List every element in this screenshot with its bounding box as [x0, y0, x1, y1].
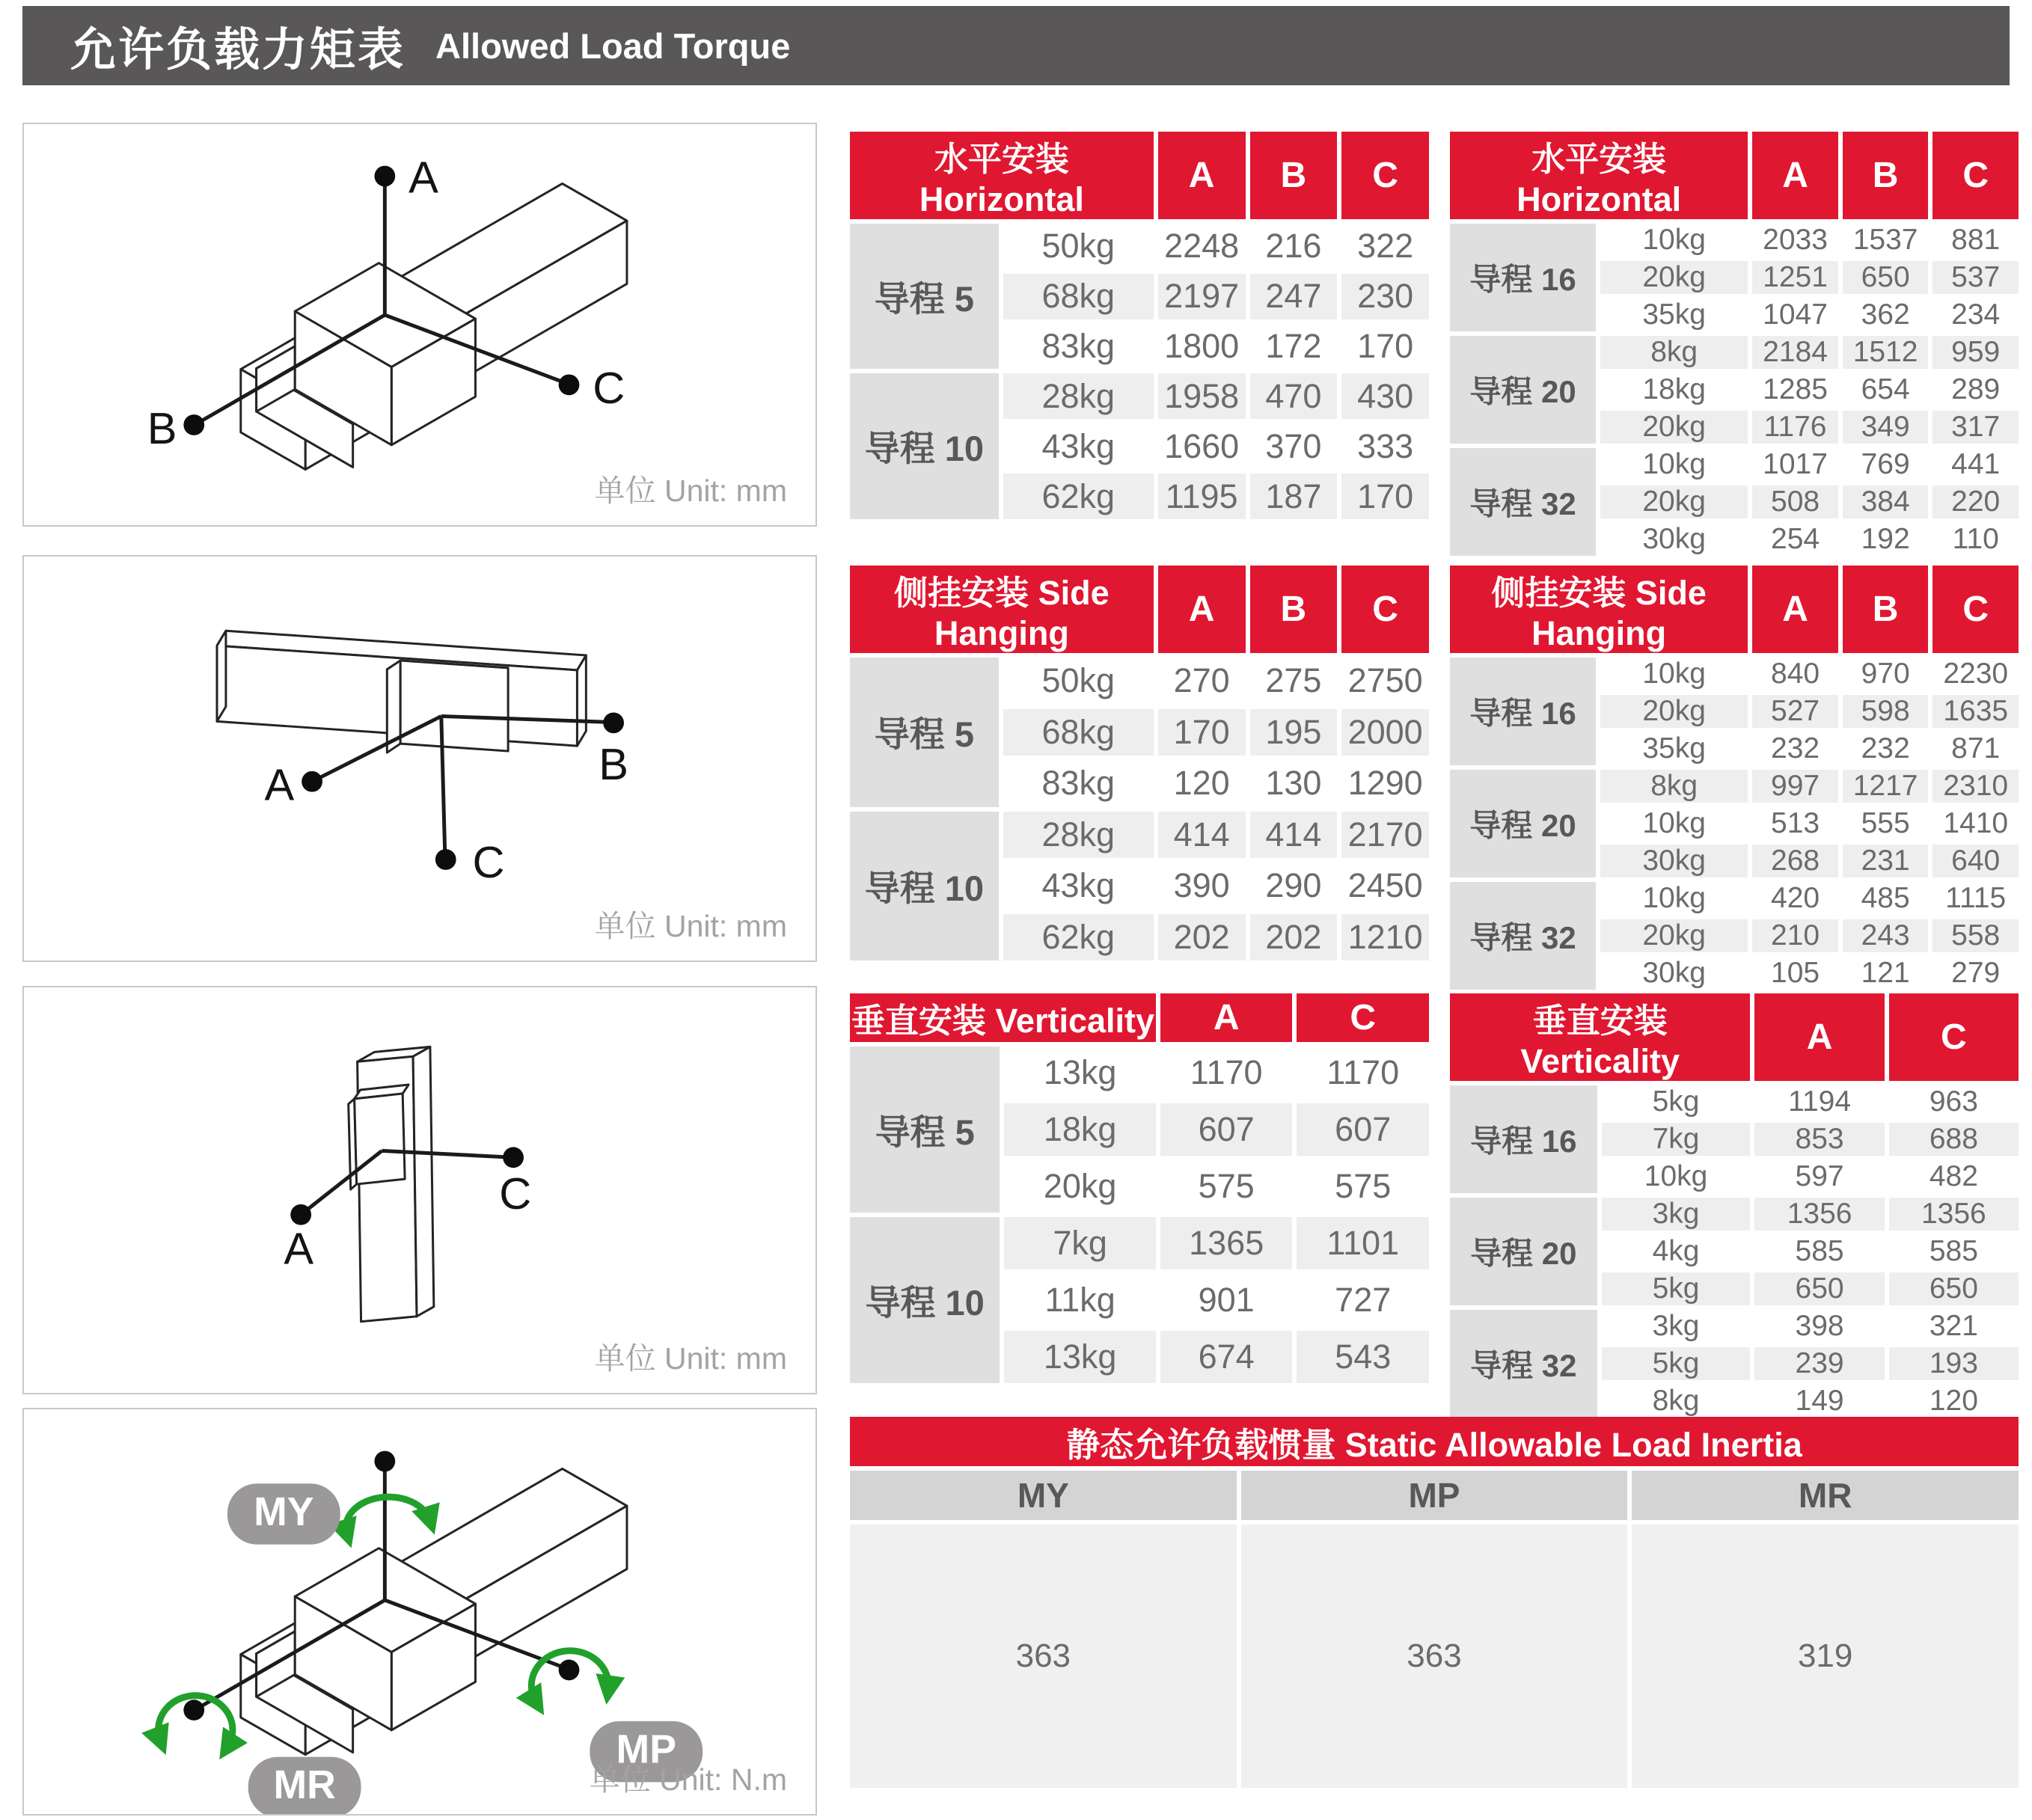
- column-header-b: B: [1250, 566, 1338, 653]
- value-cell: 1115: [1932, 882, 2019, 915]
- value-cell: 1047: [1752, 298, 1838, 331]
- load-cell: 8kg: [1600, 336, 1748, 369]
- load-cell: 13kg: [1004, 1047, 1156, 1099]
- my-rotation-arrow: [346, 1497, 430, 1534]
- value-cell: 390: [1158, 862, 1246, 910]
- table-horizontal-lead16-32: [1445, 127, 2023, 555]
- value-cell: 202: [1250, 914, 1338, 961]
- lead-cell: 导程 32: [1450, 1310, 1597, 1418]
- column-header-a: A: [1158, 566, 1246, 653]
- value-cell: 370: [1250, 423, 1338, 469]
- table-vertical-lead5-10: [845, 989, 1433, 1388]
- torque-table: [845, 127, 1433, 524]
- lead-cell: 导程 16: [1450, 658, 1596, 765]
- table-row: [1450, 336, 2019, 369]
- load-cell: 3kg: [1602, 1310, 1751, 1343]
- value-cell: 1410: [1932, 807, 2019, 840]
- table-vertical-lead16-32: [1445, 989, 2023, 1417]
- load-cell: 10kg: [1600, 807, 1748, 840]
- value-cell: 585: [1754, 1235, 1884, 1268]
- load-cell: 10kg: [1600, 224, 1748, 257]
- value-cell: 674: [1160, 1331, 1293, 1383]
- load-cell: 10kg: [1602, 1160, 1751, 1193]
- value-cell: 2230: [1932, 658, 2019, 690]
- column-header-c: C: [1341, 566, 1429, 653]
- column-header-my: MY: [850, 1471, 1237, 1520]
- load-cell: 10kg: [1600, 658, 1748, 690]
- value-cell: 482: [1889, 1160, 2019, 1193]
- table-row: [850, 812, 1429, 859]
- load-cell: 50kg: [1003, 224, 1154, 269]
- value-cell: 317: [1932, 411, 2019, 444]
- value-cell: 1512: [1843, 336, 1929, 369]
- value-cell: 558: [1932, 919, 2019, 952]
- lead-cell: 导程 32: [1450, 882, 1596, 990]
- column-header-b: B: [1843, 566, 1929, 653]
- value-cell: 275: [1250, 658, 1338, 705]
- column-header-c: C: [1341, 132, 1429, 219]
- value-cell: 650: [1754, 1272, 1884, 1305]
- load-cell: 18kg: [1600, 373, 1748, 406]
- lead-cell: 导程 20: [1450, 770, 1596, 877]
- value-cell: 769: [1843, 448, 1929, 481]
- value-cell: 607: [1297, 1103, 1429, 1156]
- lead-cell: 导程 20: [1450, 1198, 1597, 1305]
- load-cell: 20kg: [1004, 1160, 1156, 1213]
- lead-cell: 导程 5: [850, 1047, 1000, 1213]
- load-cell: 43kg: [1003, 862, 1154, 910]
- value-cell: 333: [1341, 423, 1429, 469]
- value-cell: 963: [1889, 1085, 2019, 1118]
- lead-cell: 导程 10: [850, 373, 999, 519]
- diagram-vertical-mounting: [22, 986, 817, 1394]
- axis-b-label: B: [147, 402, 177, 453]
- unit-label: 单位 Unit: N.m: [589, 1762, 787, 1797]
- value-cell: 598: [1843, 695, 1929, 728]
- inertia-table: [845, 1412, 2023, 1792]
- inertia-value-cell: 319: [1632, 1525, 2019, 1788]
- diagram-moment-directions: [22, 1408, 817, 1816]
- value-cell: 232: [1843, 732, 1929, 765]
- value-cell: 959: [1932, 336, 2019, 369]
- column-header-a: A: [1752, 566, 1838, 653]
- value-cell: 607: [1160, 1103, 1293, 1156]
- load-cell: 43kg: [1003, 423, 1154, 469]
- value-cell: 232: [1752, 732, 1838, 765]
- torque-table: [1445, 989, 2023, 1422]
- value-cell: 485: [1843, 882, 1929, 915]
- value-cell: 193: [1889, 1347, 2019, 1380]
- value-cell: 149: [1754, 1385, 1884, 1418]
- my-pill-label: MY: [254, 1489, 314, 1534]
- axis-c-dot: [503, 1147, 524, 1168]
- value-cell: 120: [1158, 760, 1246, 807]
- table-sidehang-lead5-10: [845, 561, 1433, 965]
- value-cell: 170: [1341, 324, 1429, 370]
- value-cell: 247: [1250, 274, 1338, 319]
- value-cell: 688: [1889, 1123, 2019, 1156]
- value-cell: 1217: [1843, 770, 1929, 803]
- table-row: [850, 1525, 2019, 1788]
- value-cell: 640: [1932, 845, 2019, 877]
- value-cell: 202: [1158, 914, 1246, 961]
- load-cell: 8kg: [1600, 770, 1748, 803]
- axis-c-label: C: [499, 1168, 532, 1219]
- value-cell: 1195: [1158, 474, 1246, 519]
- column-header-a: A: [1158, 132, 1246, 219]
- axis-a-dot: [302, 771, 322, 792]
- lead-cell: 导程 16: [1450, 1085, 1597, 1193]
- value-cell: 727: [1297, 1274, 1429, 1326]
- value-cell: 1635: [1932, 695, 2019, 728]
- value-cell: 230: [1341, 274, 1429, 319]
- mp-pill-label: MP: [616, 1726, 676, 1772]
- torque-table: [1445, 127, 2023, 560]
- axis-c-label: C: [472, 836, 505, 887]
- load-cell: 7kg: [1004, 1217, 1156, 1269]
- axis-b-label: B: [599, 738, 628, 789]
- column-header-c: C: [1889, 993, 2019, 1081]
- table-row: [1450, 882, 2019, 915]
- value-cell: 513: [1752, 807, 1838, 840]
- lead-cell: 导程 20: [1450, 336, 1596, 444]
- load-cell: 20kg: [1600, 695, 1748, 728]
- column-header-c: C: [1297, 993, 1429, 1042]
- value-cell: 130: [1250, 760, 1338, 807]
- table-row: [1450, 1085, 2019, 1118]
- value-cell: 1170: [1297, 1047, 1429, 1099]
- table-row: [1450, 448, 2019, 481]
- value-cell: 172: [1250, 324, 1338, 370]
- value-cell: 110: [1932, 523, 2019, 556]
- value-cell: 853: [1754, 1123, 1884, 1156]
- load-cell: 10kg: [1600, 882, 1748, 915]
- value-cell: 871: [1932, 732, 2019, 765]
- load-cell: 10kg: [1600, 448, 1748, 481]
- value-cell: 2033: [1752, 224, 1838, 257]
- table-title: 静态允许负载惯量 Static Allowable Load Inertia: [850, 1417, 2019, 1466]
- moment-directions-drawing: [24, 1409, 815, 1814]
- load-cell: 5kg: [1602, 1347, 1751, 1380]
- torque-table: [845, 989, 1433, 1388]
- value-cell: 597: [1754, 1160, 1884, 1193]
- load-cell: 83kg: [1003, 760, 1154, 807]
- unit-label: 单位 Unit: mm: [594, 474, 787, 508]
- value-cell: 901: [1160, 1274, 1293, 1326]
- table-row: [850, 1047, 1429, 1099]
- column-header-a: A: [1160, 993, 1293, 1042]
- value-cell: 575: [1160, 1160, 1293, 1213]
- value-cell: 216: [1250, 224, 1338, 269]
- load-cell: 20kg: [1600, 485, 1748, 518]
- value-cell: 239: [1754, 1347, 1884, 1380]
- value-cell: 1290: [1341, 760, 1429, 807]
- value-cell: 1356: [1889, 1198, 2019, 1231]
- column-header-b: B: [1250, 132, 1338, 219]
- value-cell: 170: [1341, 474, 1429, 519]
- load-cell: 20kg: [1600, 411, 1748, 444]
- table-static-load-inertia: [845, 1412, 2023, 1792]
- load-cell: 7kg: [1602, 1123, 1751, 1156]
- value-cell: 105: [1752, 957, 1838, 990]
- value-cell: 527: [1752, 695, 1838, 728]
- axis-c-dot: [559, 375, 580, 396]
- value-cell: 2310: [1932, 770, 2019, 803]
- inertia-value-cell: 363: [850, 1525, 1237, 1788]
- lead-cell: 导程 5: [850, 658, 999, 807]
- value-cell: 1537: [1843, 224, 1929, 257]
- torque-table: [1445, 561, 2023, 994]
- vertical-mounting-drawing: [24, 987, 815, 1393]
- load-cell: 20kg: [1600, 261, 1748, 294]
- table-row: [1450, 770, 2019, 803]
- value-cell: 170: [1158, 709, 1246, 756]
- value-cell: 322: [1341, 224, 1429, 269]
- value-cell: 2450: [1341, 862, 1429, 910]
- value-cell: 1356: [1754, 1198, 1884, 1231]
- value-cell: 121: [1843, 957, 1929, 990]
- value-cell: 321: [1889, 1310, 2019, 1343]
- page-title-english: Allowed Load Torque: [435, 25, 791, 66]
- load-cell: 11kg: [1004, 1274, 1156, 1326]
- lead-cell: 导程 10: [850, 812, 999, 961]
- table-row: [850, 1217, 1429, 1269]
- value-cell: 414: [1250, 812, 1338, 859]
- load-cell: 20kg: [1600, 919, 1748, 952]
- unit-label: 单位 Unit: mm: [594, 1341, 787, 1376]
- table-title: 水平安装 Horizontal: [1450, 132, 1748, 219]
- load-cell: 62kg: [1003, 474, 1154, 519]
- diagram-horizontal-mounting: [22, 123, 817, 527]
- value-cell: 881: [1932, 224, 2019, 257]
- value-cell: 231: [1843, 845, 1929, 877]
- value-cell: 234: [1932, 298, 2019, 331]
- value-cell: 268: [1752, 845, 1838, 877]
- axis-a-dot: [290, 1204, 311, 1225]
- horizontal-mounting-drawing: [24, 124, 815, 525]
- load-cell: 30kg: [1600, 845, 1748, 877]
- axis-c-dot: [435, 849, 456, 870]
- value-cell: 1285: [1752, 373, 1838, 406]
- table-row: [1450, 224, 2019, 257]
- lead-cell: 导程 5: [850, 224, 999, 369]
- table-row: [1450, 658, 2019, 690]
- unit-label: 单位 Unit: mm: [594, 909, 787, 943]
- load-cell: 50kg: [1003, 658, 1154, 705]
- table-row: [1450, 1198, 2019, 1231]
- table-title: 水平安装 Horizontal: [850, 132, 1154, 219]
- load-cell: 28kg: [1003, 812, 1154, 859]
- value-cell: 430: [1341, 373, 1429, 419]
- value-cell: 384: [1843, 485, 1929, 518]
- inertia-value-cell: 363: [1241, 1525, 1628, 1788]
- value-cell: 289: [1932, 373, 2019, 406]
- diagram-side-hanging: [22, 555, 817, 962]
- axis-b-dot: [603, 712, 624, 733]
- value-cell: 279: [1932, 957, 2019, 990]
- value-cell: 1017: [1752, 448, 1838, 481]
- value-cell: 1176: [1752, 411, 1838, 444]
- value-cell: 220: [1932, 485, 2019, 518]
- value-cell: 840: [1752, 658, 1838, 690]
- table-row: [850, 373, 1429, 419]
- value-cell: 349: [1843, 411, 1929, 444]
- column-header-c: C: [1932, 132, 2019, 219]
- value-cell: 1800: [1158, 324, 1246, 370]
- value-cell: 210: [1752, 919, 1838, 952]
- value-cell: 970: [1843, 658, 1929, 690]
- axis-b-dot: [183, 414, 204, 435]
- lead-cell: 导程 10: [850, 1217, 1000, 1383]
- load-cell: 5kg: [1602, 1272, 1751, 1305]
- table-row: [850, 224, 1429, 269]
- table-title: 侧挂安装 Side Hanging: [850, 566, 1154, 653]
- value-cell: 2184: [1752, 336, 1838, 369]
- axis-a-label: A: [264, 759, 295, 810]
- side-hanging-drawing: [24, 557, 815, 960]
- value-cell: 1958: [1158, 373, 1246, 419]
- value-cell: 195: [1250, 709, 1338, 756]
- table-title: 垂直安装 Verticality: [850, 993, 1156, 1042]
- load-cell: 35kg: [1600, 732, 1748, 765]
- value-cell: 654: [1843, 373, 1929, 406]
- load-cell: 3kg: [1602, 1198, 1751, 1231]
- value-cell: 508: [1752, 485, 1838, 518]
- value-cell: 1660: [1158, 423, 1246, 469]
- column-header-mp: MP: [1241, 1471, 1628, 1520]
- column-header-c: C: [1932, 566, 2019, 653]
- value-cell: 555: [1843, 807, 1929, 840]
- axis-c-label: C: [593, 363, 625, 414]
- value-cell: 2750: [1341, 658, 1429, 705]
- value-cell: 243: [1843, 919, 1929, 952]
- value-cell: 470: [1250, 373, 1338, 419]
- mr-pill-label: MR: [273, 1762, 336, 1808]
- table-horizontal-lead5-10: [845, 127, 1433, 524]
- value-cell: 2197: [1158, 274, 1246, 319]
- load-cell: 30kg: [1600, 523, 1748, 556]
- value-cell: 650: [1889, 1272, 2019, 1305]
- column-header-a: A: [1752, 132, 1838, 219]
- moment-mr-dot: [183, 1700, 204, 1721]
- value-cell: 1170: [1160, 1047, 1293, 1099]
- column-header-b: B: [1843, 132, 1929, 219]
- value-cell: 575: [1297, 1160, 1429, 1213]
- page-title-bar: [22, 6, 2010, 85]
- axis-a-dot: [374, 166, 395, 187]
- value-cell: 537: [1932, 261, 2019, 294]
- axis-a-label: A: [408, 152, 438, 203]
- lead-cell: 导程 32: [1450, 448, 1596, 556]
- value-cell: 585: [1889, 1235, 2019, 1268]
- axis-a-label: A: [284, 1223, 314, 1274]
- value-cell: 650: [1843, 261, 1929, 294]
- value-cell: 414: [1158, 812, 1246, 859]
- load-cell: 68kg: [1003, 274, 1154, 319]
- page-title-chinese: 允许负载力矩表: [70, 23, 406, 75]
- table-title: 垂直安装 Verticality: [1450, 993, 1750, 1081]
- value-cell: 1251: [1752, 261, 1838, 294]
- load-cell: 5kg: [1602, 1085, 1751, 1118]
- moment-my-dot: [374, 1451, 395, 1472]
- torque-table: [845, 561, 1433, 965]
- load-cell: 68kg: [1003, 709, 1154, 756]
- value-cell: 420: [1752, 882, 1838, 915]
- value-cell: 192: [1843, 523, 1929, 556]
- value-cell: 270: [1158, 658, 1246, 705]
- value-cell: 1210: [1341, 914, 1429, 961]
- value-cell: 1194: [1754, 1085, 1884, 1118]
- load-cell: 8kg: [1602, 1385, 1751, 1418]
- value-cell: 997: [1752, 770, 1838, 803]
- value-cell: 120: [1889, 1385, 2019, 1418]
- value-cell: 362: [1843, 298, 1929, 331]
- load-cell: 28kg: [1003, 373, 1154, 419]
- load-cell: 62kg: [1003, 914, 1154, 961]
- lead-cell: 导程 16: [1450, 224, 1596, 331]
- value-cell: 2170: [1341, 812, 1429, 859]
- table-title: 侧挂安装 Side Hanging: [1450, 566, 1748, 653]
- table-row: [1450, 1310, 2019, 1343]
- load-cell: 18kg: [1004, 1103, 1156, 1156]
- load-cell: 83kg: [1003, 324, 1154, 370]
- column-header-mr: MR: [1632, 1471, 2019, 1520]
- value-cell: 290: [1250, 862, 1338, 910]
- load-cell: 30kg: [1600, 957, 1748, 990]
- column-header-a: A: [1754, 993, 1884, 1081]
- value-cell: 441: [1932, 448, 2019, 481]
- load-cell: 4kg: [1602, 1235, 1751, 1268]
- value-cell: 1101: [1297, 1217, 1429, 1269]
- load-cell: 35kg: [1600, 298, 1748, 331]
- moment-mp-dot: [559, 1660, 580, 1681]
- table-row: [850, 658, 1429, 705]
- value-cell: 1365: [1160, 1217, 1293, 1269]
- value-cell: 543: [1297, 1331, 1429, 1383]
- value-cell: 2248: [1158, 224, 1246, 269]
- table-sidehang-lead16-32: [1445, 561, 2023, 989]
- value-cell: 254: [1752, 523, 1838, 556]
- value-cell: 2000: [1341, 709, 1429, 756]
- load-cell: 13kg: [1004, 1331, 1156, 1383]
- value-cell: 187: [1250, 474, 1338, 519]
- value-cell: 398: [1754, 1310, 1884, 1343]
